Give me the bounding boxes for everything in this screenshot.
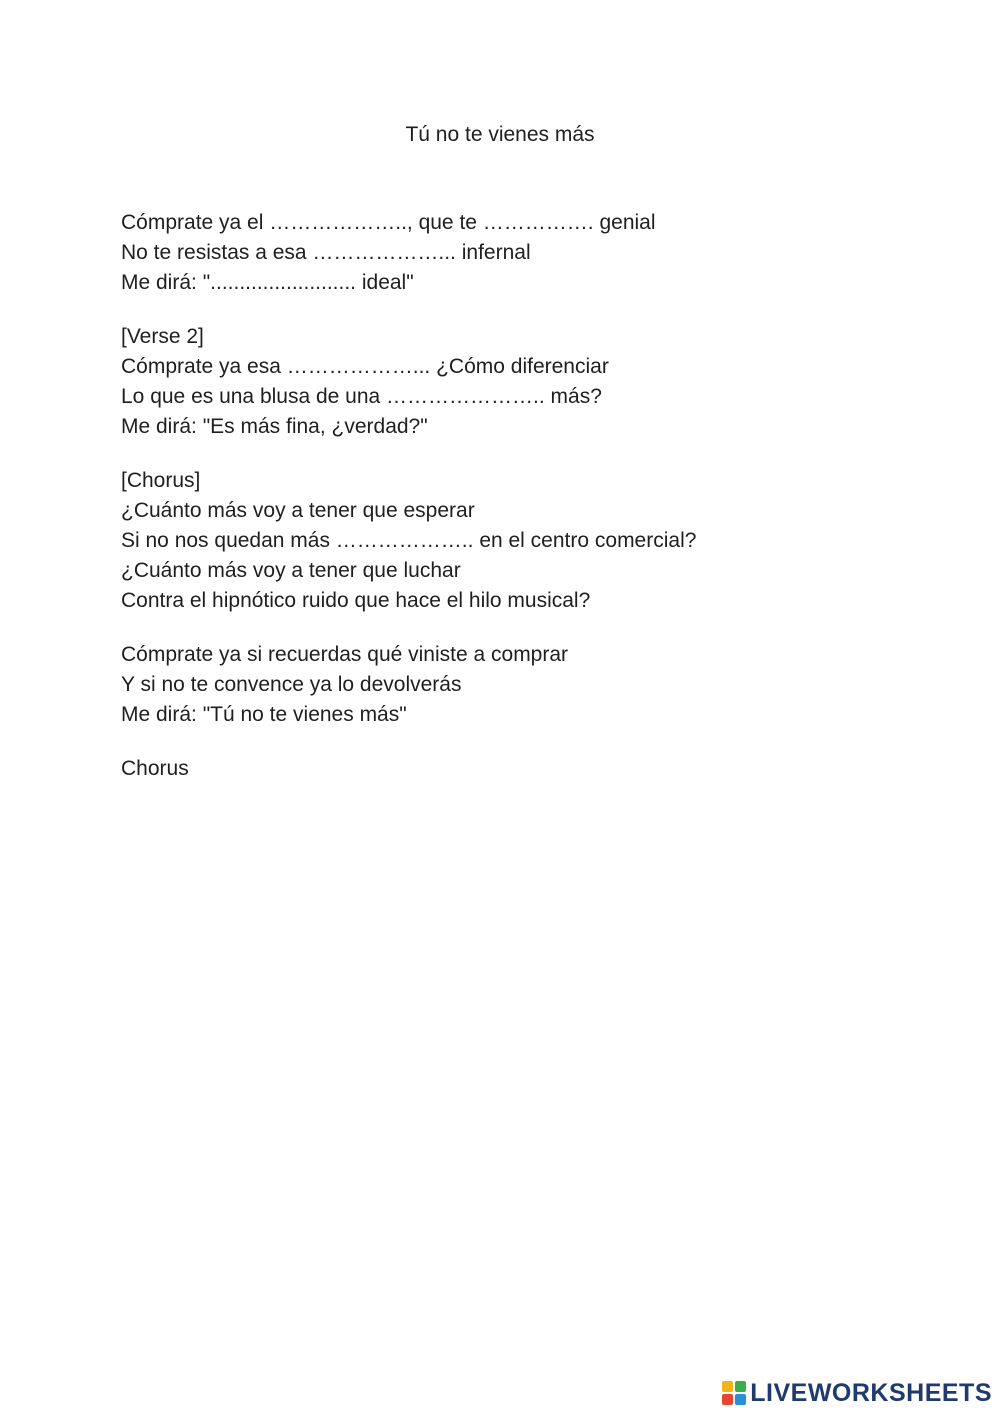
logo-square-blue [735,1394,746,1405]
lyric-line: Cómprate ya el ……………….., que te ……………. genial [121,211,656,234]
lyric-line: Cómprate ya esa ………………... ¿Cómo diferenciar [121,355,609,378]
lyric-line: No te resistas a esa ………………... infernal [121,241,531,264]
liveworksheets-logo [722,1380,992,1406]
stanza-1 [121,208,941,298]
brand-text: LIVEWORKSHEETS [750,1378,992,1407]
lyric-line: Cómprate ya si recuerdas qué viniste a comprar [121,643,569,666]
stanza-2 [121,322,941,442]
logo-square-yellow [722,1381,733,1392]
lyric-line: Me dirá: "Tú no te vienes más" [121,703,407,726]
lyric-line: Y si no te convence ya lo devolverás [121,673,462,696]
logo-square-green [735,1381,746,1392]
lyric-line: Me dirá: "Es más fina, ¿verdad?" [121,415,428,438]
stanza-chorus-repeat [121,754,941,784]
liveworksheets-logo-icon [722,1381,746,1405]
page-title: Tú no te vienes más [405,123,595,146]
lyrics-body [121,208,941,808]
lyric-line: ¿Cuánto más voy a tener que esperar [121,499,475,522]
lyric-line: ¿Cuánto más voy a tener que luchar [121,559,461,582]
lyric-line: Me dirá: "......................... ideal" [121,271,414,294]
section-label: [Verse 2] [121,325,204,348]
lyric-line: Lo que es una blusa de una ………………….. más? [121,385,602,408]
section-label: [Chorus] [121,469,201,492]
stanza-3 [121,640,941,730]
logo-square-red [722,1394,733,1405]
lyric-line: Contra el hipnótico ruido que hace el hilo musical? [121,589,591,612]
lyric-line: Si no nos quedan más ……………….. en el centro comercial? [121,529,697,552]
stanza-chorus [121,466,941,616]
section-label: Chorus [121,757,189,780]
